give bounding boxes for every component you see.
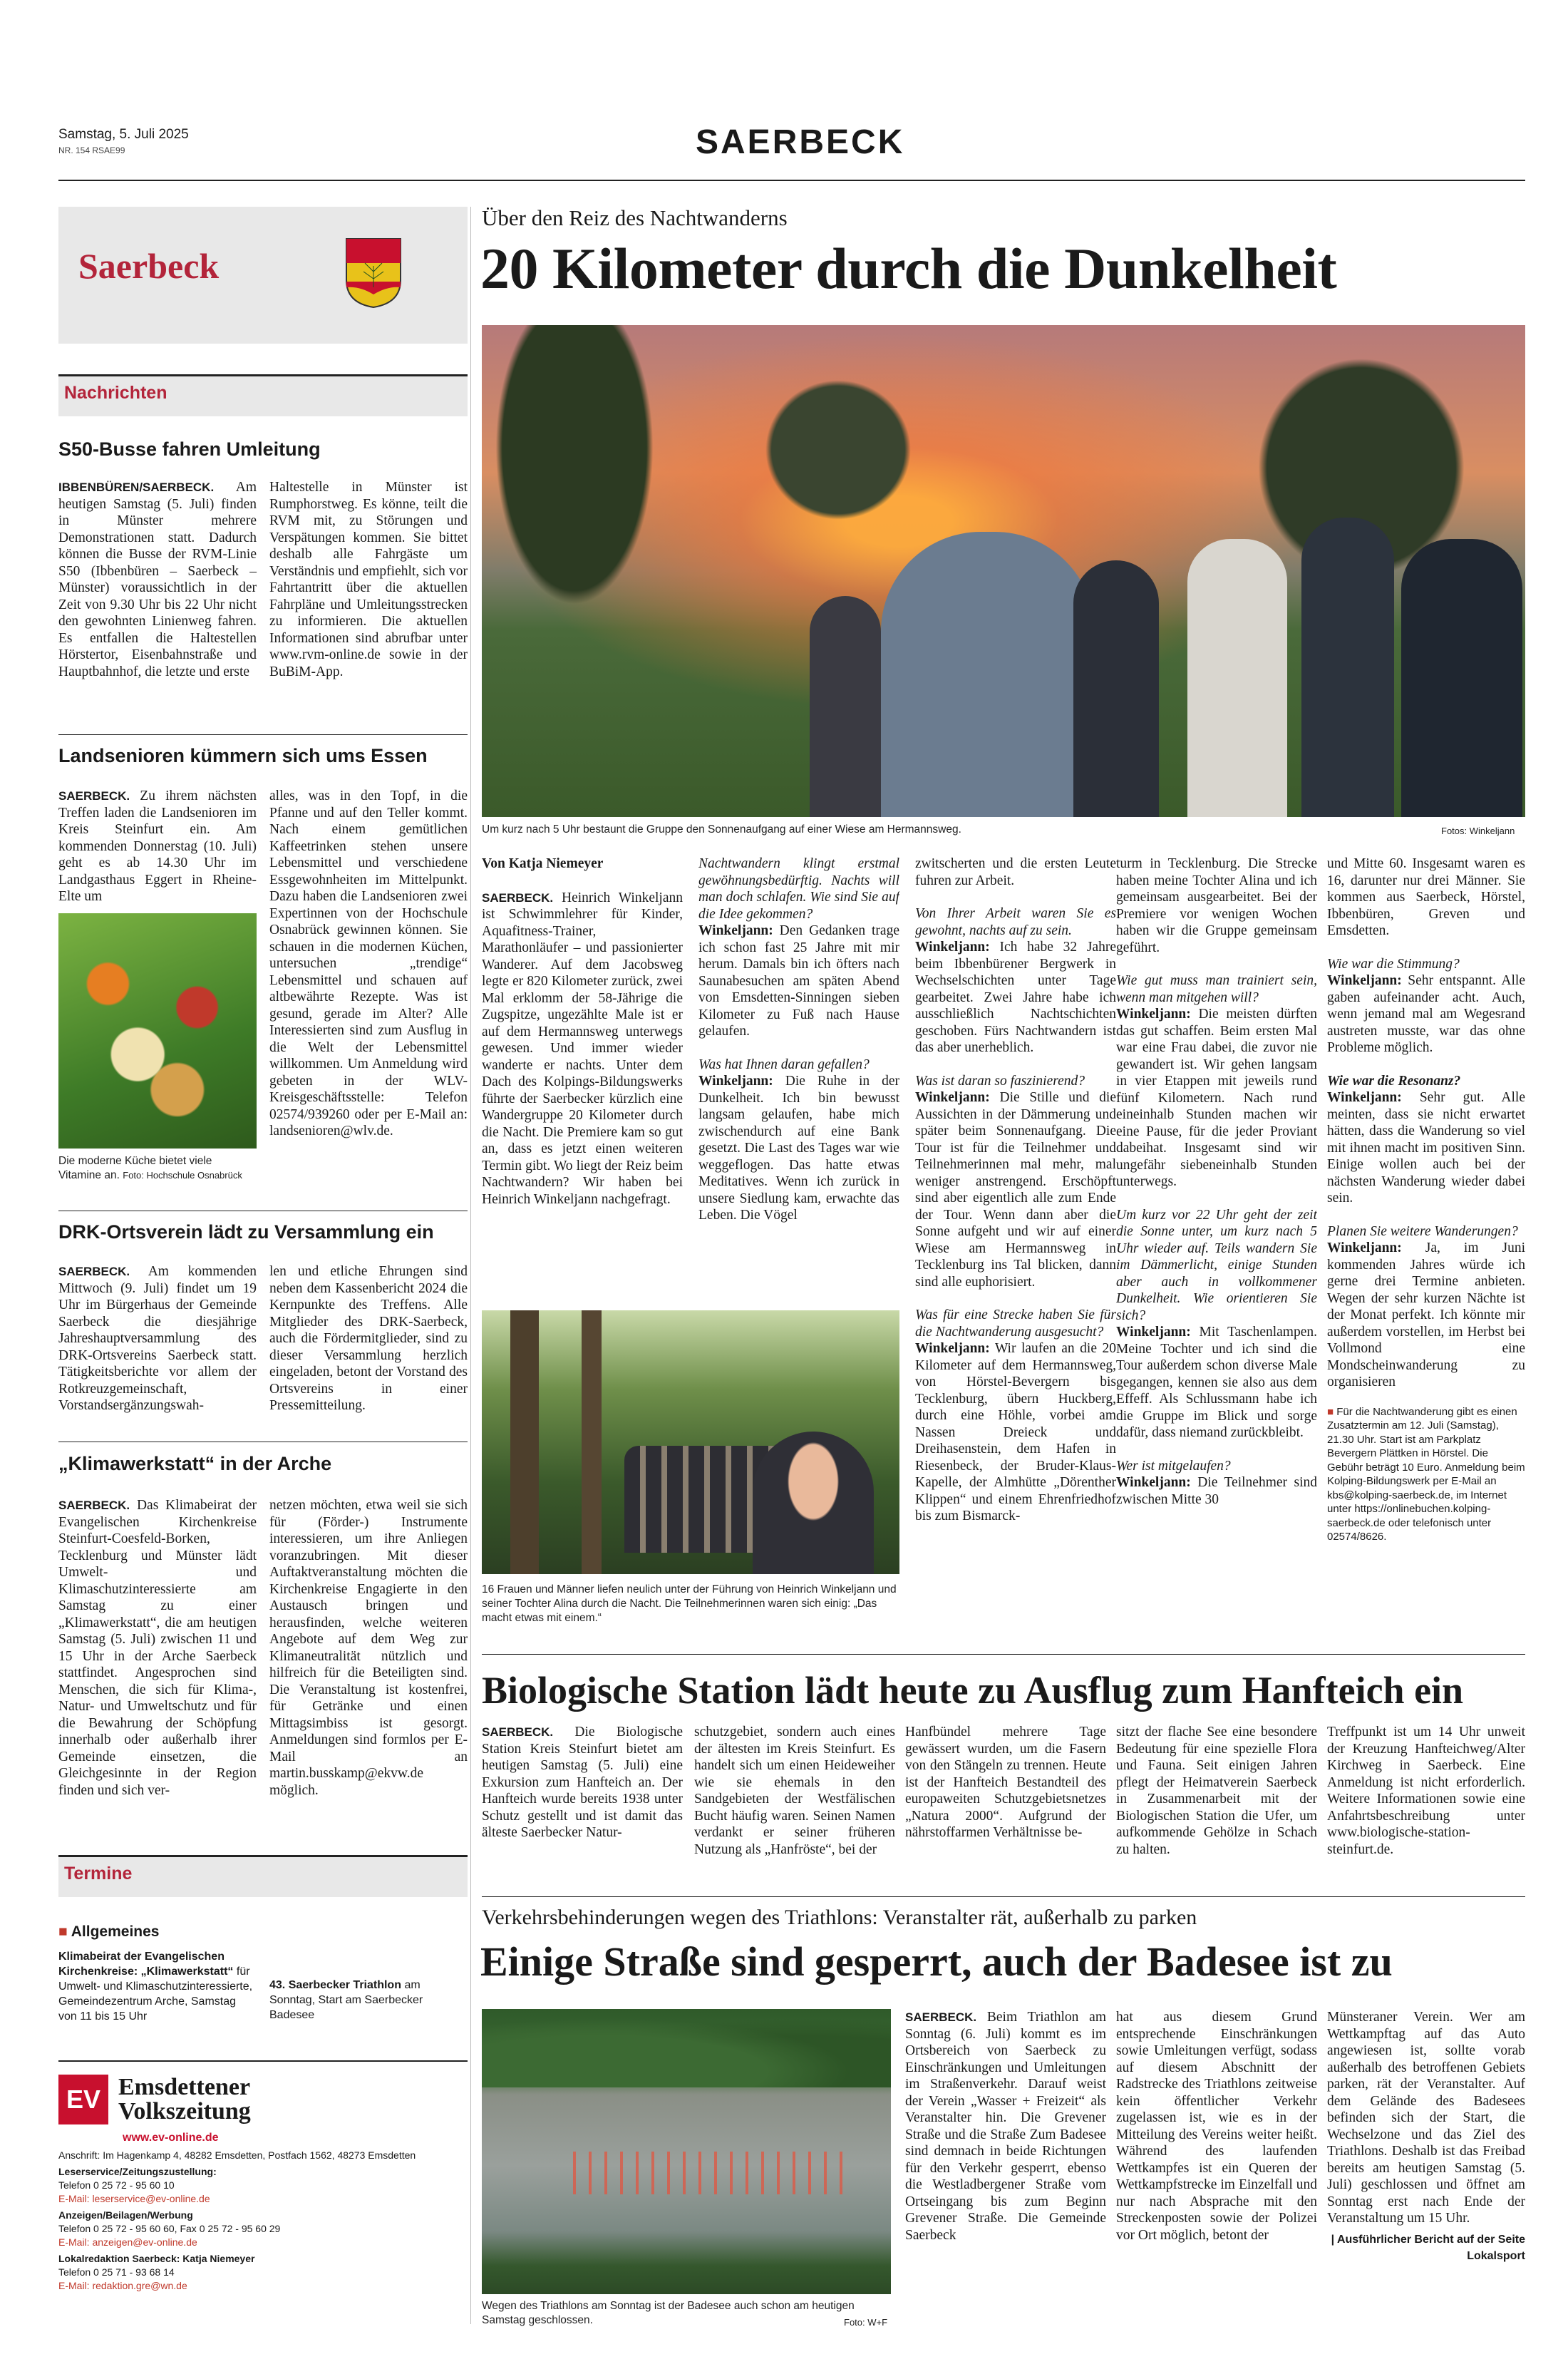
news-headline-landsenioren: Landsenioren kümmern sich ums Essen — [58, 745, 428, 766]
service-mail-link[interactable]: E-Mail: leserservice@ev-online.de — [58, 2193, 210, 2204]
badesee-credit: Foto: W+F — [844, 2317, 888, 2328]
termine-list: ■ Allgemeines Klimabeirat der Evangelischen Kirchenkreise: „Klimawerkstatt“ für Umwelt- und Klimaschutzinteressierte, Gemeindezentrum Arche, Samstag von 11 bis 15 Uhr 43. Saerbecker Triathlon am Sonntag, Start am Saerbecker Badesee — [58, 1923, 423, 2023]
tri-col-1: SAERBECK. Beim Triathlon am Sonntag (6. Juli) kommt es im Ortsbereich von Saerbeck zu Einschränkungen und Umleitungen im Straßenverkehr. Darauf weist der Verein „Wasser + Freizeit“ als Veranstalter hin. Die Grevener Straße und die Straße Zum Badesee sind demnach in beide Richtungen für den Verkehr gesperrt, ebenso die Westladbergener Straße vom Ortseingang bis zum Beginn Grevener Straße. Die Gemeinde Saerbeck — [905, 2010, 1106, 2243]
news-headline-drk: DRK-Ortsverein lädt zu Versammlung ein — [58, 1221, 434, 1243]
bullet-icon: ■ — [58, 1923, 68, 1940]
publisher-name: Emsdettener — [118, 2074, 251, 2100]
sunrise-caption: Um kurz nach 5 Uhr bestaunt die Gruppe den Sonnenaufgang auf einer Wiese am Hermannsweg. — [482, 823, 961, 836]
lead-headline: 20 Kilometer durch die Dunkelheit — [480, 236, 1337, 301]
lead-col-4: turm in Tecklenburg. Die Strecke haben meine Tochter Alina und ich gemeinsam ausgearbeitet. Bei der Premiere vor wenigen Wochen haben wir die Gruppe gemeinsam geführt. Wie gut muss man trainiert sein, wenn man mitgehen will? Winkeljann: Die meisten dürften das gut schaffen. Beim ersten Mal war eine Frau dabei, die zuvor nie gewandert ist. Wir gehen langsam in vier Etappen mit jeweils rund fünf Kilometern. Nach rund eineinhalb Stunden machen wir eine Pause, für die jeder Proviant dabeihat. Insgesamt sind wir ungefähr siebeneinhalb Stunden unterwegs. Um kurz vor 22 Uhr geht der zeit die Sonne unter, um kurz nach 5 Uhr wieder auf. Teils wandern Sie im Dämmerlicht, einige Stunden aber auch in vollkommener Dunkelheit. Wie orientieren Sie sich? Winkeljann: Mit Taschenlampen. Meine Tochter und ich sind die Tour außerdem schon diverse Male gegangen, kennen sie also aus dem Effeff. Als Schlussmann habe ich die Gruppe im Blick und sorge dafür, dass niemand zurückbleibt. Wer ist mitgelaufen? Winkeljann: Die Teilnehmer sind zwischen Mitte 30 — [1116, 856, 1317, 1507]
bio-col-3: Hanfbündel mehrere Tage gewässert wurden, um die Fasern von den Stängeln zu trennen. Heute ist der Hanfteich Bestandteil des europaweiten Schutzgebietsnetzes „Natura 2000“. Aufgrund der nährstoffarmen Verhältnisse be- — [905, 1725, 1106, 1840]
publisher-url[interactable]: www.ev-online.de — [123, 2132, 219, 2144]
news-headline-klimawerkstatt: „Klimawerkstatt“ in der Arche — [58, 1453, 332, 1474]
bio-col-2: schutzgebiet, sondern auch eines der ältesten im Kreis Steinfurt. Es handelt sich um einen Heideweiher wie sie ehemals in den Sandgebieten der Westfälischen Bucht häufig waren. Seinen Namen verdankt er seiner früheren Nutzung als „Hanfröste“, bei der — [694, 1725, 895, 1857]
vegetables-photo — [58, 913, 257, 1149]
sunrise-credit: Fotos: Winkeljann — [1441, 826, 1515, 836]
sunrise-photo — [482, 325, 1525, 817]
badesee-photo — [482, 2009, 891, 2294]
lead-col-3: zwitscherten und die ersten Leute fuhren zur Arbeit. Von Ihrer Arbeit waren Sie es gewohnt, nachts auf zu sein. Winkeljann: Ich habe 32 Jahre beim Ibbenbürener Bergwerk in Wechselschichten unter Tage gearbeitet. Zwei Jahre habe ich ausschließlich Nachtschichten geschoben. Fürs Nachtwandern ist das aber unerheblich. Was ist daran so faszinierend? Winkeljann: Die Stille und die Aussichten in der Dämmerung und später beim Sonnenaufgang. Die Tour ist für die Teilnehmer und Teilnehmerinnen mal mehr, mal weniger anstrengend. Erschöpft sind aber eigentlich alle zum Ende der Tour. Wenn dann aber die Sonne aufgeht und wir auf einer Wiese am Hermannsweg in Tecklenburg ins Tal blicken, dann sind alle euphorisiert. Was für eine Strecke haben Sie für die Nachtwanderung ausgesucht? Winkeljann: Wir laufen an die 20 Kilometer auf dem Hermannsweg, von Hörstel-Bevergern bis Tecklenburg, übern Huckberg, durch eine Höhle, vorbei am Nassen Dreieck und Dreihasenstein, dem Hafen in Riesenbeck, der Bruder-Klaus-Kapelle, der Almhütte „Dörenther Klippen“ und einem Ehrenfriedhof bis zum Bismarck- — [915, 856, 1116, 1524]
divider — [482, 1654, 1525, 1655]
masthead-rule — [58, 180, 1525, 181]
news-body-drk: SAERBECK. Am kommenden Mittwoch (9. Juli) findet um 19 Uhr im Bürgerhaus der Gemeinde Saerbeck die diesjährige Jahreshauptversammlung des DRK-Ortsvereins Saerbeck statt. Tätigkeitsberichte vor allem der Rotkreuzgemeinschaft, Vorstandsergänzungswah- len und etliche Ehrungen sind neben dem Kassenbericht 2024 die Kernpunkte des Treffens. Alle Mitglieder des DRK-Saerbeck, auch die Fördermitglieder, sind zu dieser Versammlung herzlich eingeladen, betont der Vorstand des Ortsvereins in einer Pressemitteilung. — [58, 1264, 468, 1413]
tri-col-2: hat aus diesem Grund entsprechende Einschränkungen sowie Umleitungen verfügt, sodass auf diesem Abschnitt der Radstrecke des Triathlons zeitweise kein öffentlicher Verkehr zugelassen ist, wie es in der Mitteilung des Vereins weiter heißt. Während des laufenden Wettkampfes ist ein Queren der Wettkampfstrecke im Einzelfall und nur nach Absprache mit den Streckenposten sowie der Polizei vor Ort möglich, betont der — [1116, 2010, 1317, 2243]
badesee-caption: Wegen des Triathlons am Sonntag ist der Badesee auch schon am heutigen Samstag geschlossen. — [482, 2300, 855, 2326]
ev-logo: EV — [58, 2075, 108, 2124]
town-label: Saerbeck — [78, 246, 220, 286]
termine-category: Allgemeines — [71, 1923, 160, 1940]
group-selfie-caption: 16 Frauen und Männer liefen neulich unter der Führung von Heinrich Winkeljann und seiner Tochter Alina durch die Nacht. Die Teilnehmerinnen waren sich einig: „Das macht etwas mit einem.“ — [482, 1583, 897, 1624]
news-body-landsenioren: SAERBECK. Zu ihrem nächsten Treffen laden die Landsenioren im Kreis Steinfurt ein. Am kommenden Donnerstag (10. Juli) geht es ab 14.30 Uhr im Landgasthaus Eggert in Rheine-Elte um Die moderne Küche bietet viele Vitamine an. Foto: Hochschule Osnabrück alles, was in den Topf, in die Pfanne und auf den Teller kommt. Nach einem gemütlichen Kaffeetrinken stehen unsere Lebensmittel und verschiedene Essgewohnheiten im Mittelpunkt. Dazu haben die Landsenioren zwei Expertinnen von der Hochschule Osnabrück gewinnen können. Sie schauen in die modernen Küchen, untersuchen „trendige“ Lebensmittel und schauen auf altbewährte Rezepte. Was ist gesund, gerade im Alter? Alle Interessierten sind zum Ausflug in die Welt der Lebensmittel willkommen. Um Anmeldung wird gebeten in der WLV-Kreisgeschäftsstelle: Telefon 02574/939260 oder per E-Mail an: landsenioren@wlv.de. — [58, 788, 468, 1181]
lead-info-box: ■ Für die Nachtwanderung gibt es einen Zusatztermin am 12. Juli (Samstag), 21.30 Uhr. Start ist am Parkplatz Bevergern Plättken in Hörstel. Die Gebühr beträgt 10 Euro. Anmeldung beim Kolping-Bildungswerk per E-Mail an kbs@kolping-saerbeck.de, im Internet unter https://onlinebuchen.kolping-saerbeck.de oder telefonisch unter 02574/8626. — [1327, 1405, 1525, 1543]
bio-col-5: Treffpunkt ist um 14 Uhr unweit der Kreuzung Hanfteichweg/Alter Kirchweg in Saerbeck. Eine Anmeldung ist nicht erforderlich. Weitere Informationen sowie eine Anfahrtsbeschreibung unter www.biologische-station-steinfurt.de. — [1327, 1725, 1525, 1857]
lead-kicker: Über den Reiz des Nachtwanderns — [482, 205, 788, 230]
lokalsport-reference[interactable]: | Ausführlicher Bericht auf der Seite Lokalsport — [1331, 2233, 1525, 2262]
tri-col-3: Münsteraner Verein. Wer am Wettkampftag auf das Auto angewiesen ist, sollte vorab außerhalb des betroffenen Gebiets parken, rät der Veranstalter. Auf dem Gelände des Badesees befinden sich der Start, die Wechselzone und das Ziel des Triathlons. Deshalb ist das Freibad bereits am heutigen Samstag (5. Juli) geschlossen und öffnet am Sonntag erst nach Ende der Veranstaltung um 15 Uhr. | Ausführlicher Bericht auf der Seite Lokalsport — [1327, 2009, 1525, 2265]
termine-label: Termine — [64, 1864, 133, 1884]
tri-headline: Einige Straße sind gesperrt, auch der Badesee ist zu — [480, 1938, 1393, 1985]
column-separator — [470, 207, 471, 2324]
news-body-s50: IBBENBÜREN/SAERBECK. Am heutigen Samstag (5. Juli) finden in Münster mehrere Demonstrationen statt. Dadurch können die Busse der RVM-Linie S50 (Ibbenbüren – Saerbeck – Münster) voraussichtlich in der Zeit von 9.30 Uhr bis 22 Uhr nicht den gewohnten Linienweg fahren. Es entfallen die Haltestellen Hörstertor, Eisenbahnstraße und Hauptbahnhof, die letzte und erste Haltestelle in Münster ist Rumphorstweg. Es könne, teilt die RVM mit, zu Störungen und Verspätungen kommen. Sie bittet deshalb alle Fahrgäste um Verständnis und empfiehlt, sich vor Fahrtantritt über die aktuellen Fahrpläne und Umleitungsstrecken zu informieren. Die aktuellen Informationen sind abrufbar unter www.rvm-online.de sowie in der BuBiM-App. — [58, 480, 468, 679]
bio-col-4: sitzt der flache See eine besondere Bedeutung für eine spezielle Flora und Fauna. Seit einigen Jahren pflegt der Heimatverein Saerbeck in Zusammenarbeit mit der Biologischen Station die Ufer, um aufkommende Gehölze in Schach zu halten. — [1116, 1725, 1317, 1857]
bio-headline: Biologische Station lädt heute zu Ausflug zum Hanfteich ein — [482, 1669, 1464, 1712]
ads-mail-link[interactable]: E-Mail: anzeigen@ev-online.de — [58, 2236, 197, 2248]
coat-of-arms-icon — [345, 214, 402, 332]
lead-col-5: und Mitte 60. Insgesamt waren es 16, darunter nur drei Männer. Sie kommen aus Saerbeck, Hörstel, Ibbenbüren, Greven und Emsdetten. Wie war die Stimmung? Winkeljann: Sehr entspannt. Alle gaben aufeinander acht. Auch, wenn jemand mal am Wegesrand austreten musste, war das ohne Probleme möglich. Wie war die Resonanz? Winkeljann: Sehr gut. Alle meinten, dass sie nicht erwartet hätten, dass die Wanderung so viel mit ihnen macht im positiven Sinn. Einige wollen auch bei der nächsten Wanderung wieder dabei sein. Planen Sie weitere Wanderungen? Winkeljann: Ja, im Juni kommenden Jahres würde ich gerne drei Termine anbieten. Wegen der sehr kurzen Nächte ist der Monat perfekt. Ich könnte mir außerdem vorstellen, im Herbst bei Vollmond eine Mondscheinwanderung zu organisieren ■ Für die Nachtwanderung gibt es einen Zusatztermin am 12. Juli (Samstag), 21.30 Uhr. Start ist am Parkplatz Bevergern Plättken in Hörstel. Die Gebühr beträgt 10 Euro. Anmeldung beim Kolping-Bildungswerk per E-Mail an kbs@kolping-saerbeck.de, im Internet unter https://onlinebuchen.kolping-saerbeck.de oder telefonisch unter 02574/8626. — [1327, 856, 1525, 1543]
divider — [58, 734, 468, 735]
masthead-date: Samstag, 5. Juli 2025 — [58, 127, 189, 142]
bio-col-1: SAERBECK. Die Biologische Station Kreis Steinfurt bietet am heutigen Samstag (5. Juli) eine Exkursion zum Hanfteich an. Der Hanfteich wurde bereits 1938 unter Schutz gestellt und ist damit das älteste Saerbecker Natur- — [482, 1725, 683, 1840]
section-title: SAERBECK — [696, 123, 905, 161]
bullet-icon: ■ — [1327, 1405, 1334, 1418]
local-mail-link[interactable]: E-Mail: redaktion.gre@wn.de — [58, 2280, 187, 2291]
tri-kicker: Verkehrsbehinderungen wegen des Triathlons: Veranstalter rät, außerhalb zu parken — [482, 1906, 1197, 1929]
nachrichten-label: Nachrichten — [64, 383, 167, 403]
publisher-block: EV Emsdettener Volkszeitung www.ev-online.de Anschrift: Im Hagenkamp 4, 48282 Emsdetten, Postfach 1562, 48273 Emsdetten Leserservice/Zeitungszustellung: Telefon 0 25 72 - 95 60 10 E-Mail: leserservice@ev-online.de Anzeigen/Beilagen/Werbung Telefon 0 25 72 - 95 60 60, Fax 0 25 72 - 95 60 29 E-Mail: anzeigen@ev-online.de Lokalredaktion Saerbeck: Katja Niemeyer Telefon 0 25 71 - 93 68 14 E-Mail: redaktion.gre@wn.de — [58, 2060, 468, 2293]
lead-col-2: Nachtwandern klingt erstmal gewöhnungsbedürftig. Nachts will man doch schlafen. Wie sind Sie auf die Idee gekommen? Winkeljann: Den Gedanken trage ich schon fast 25 Jahre mit mir herum. Damals bin ich öfters nach Saunabesuchen am späten Abend von Emsdetten-Sinningen sieben Kilometer zu Fuß nach Hause gelaufen. Was hat Ihnen daran gefallen? Winkeljann: Die Ruhe in der Dunkelheit. Ich bin bewusst langsam gelaufen, habe mich zwischendurch auf eine Bank gesetzt. Die Last des Tages war wie weggeflogen. Das hatte etwas Meditatives. Wenn ich zurück in unsere Siedlung kam, erwachte das Leben. Die Vögel — [698, 856, 899, 1223]
news-body-klimawerkstatt: SAERBECK. Das Klimabeirat der Evangelischen Kirchenkreise Steinfurt-Coesfeld-Borken, Tecklenburg und Münster lädt Umwelt- und Klimaschutzinteressierte am Samstag zu einer „Klimawerkstatt“, die am heutigen Samstag (5. Juli) zwischen 11 und 15 Uhr in der Arche Saerbeck stattfindet. Angesprochen sind Menschen, die sich für Klima-, Natur- und Umweltschutz und für die Bewahrung der Schöpfung innerhalb oder außerhalb ihrer Gemeinde einsetzen, die Gleichgesinnte in der Region finden und sich ver- netzen möchten, etwa weil sie sich für (Förder-) Instrumente interessieren, um ihre Anliegen voranzubringen. Mit dieser Auftaktveranstaltung möchten die Kirchenkreise Engagierte in den Austausch bringen und herausfinden, welche weiteren Angebote auf dem Weg zur Klimaneutralität nützlich und hilfreich für die Beteiligten sind. Die Veranstaltung ist kostenfrei, für Getränke und einen Mittagsimbiss ist gesorgt. Anmeldungen sind formlos per E-Mail an martin.busskamp@ekvw.de möglich. — [58, 1498, 468, 1798]
divider — [482, 1896, 1525, 1897]
lead-col-1: Von Katja Niemeyer SAERBECK. Heinrich Winkeljann ist Schwimmlehrer für Kinder, Aquafitness-Trainer, Marathonläufer – und passionierter Wanderer. Auf dem Jacobsweg legte er 820 Kilometer zurück, zwei Mal erklomm der 58-Jährige die Zugspitze, ungezählte Male ist er auf dem Hermannsweg unterwegs gewesen. Und immer wieder wanderte er nachts. Unter dem Dach des Kolpings-Bildungswerks führte der Saerbecker kürzlich eine Wandergruppe 20 Kilometer durch die Nacht. Die Premiere kam so gut an, dass es jetzt einen weiteren Termin gibt. Wo liegt der Reiz beim Nachtwandern? Wir haben bei Heinrich Winkeljann nachgefragt. — [482, 856, 683, 1207]
masthead-issue: NR. 154 RSAE99 — [58, 145, 125, 155]
group-selfie-photo — [482, 1310, 899, 1574]
news-headline-s50: S50-Busse fahren Umleitung — [58, 438, 321, 460]
